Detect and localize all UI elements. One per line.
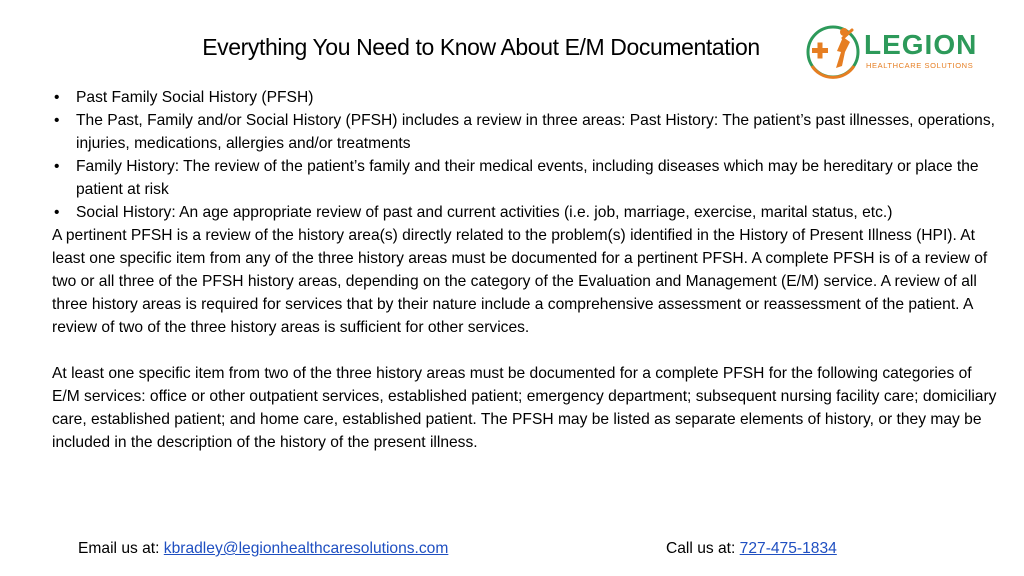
bullet-item: • The Past, Family and/or Social History (PFSH) includes a review in three areas: Past History: The patient’s past illnesses, operations, injuries, medications, allergies and/or treatments <box>52 109 1002 155</box>
phone-label: Call us at: <box>666 540 740 557</box>
legion-logo-icon <box>806 22 862 82</box>
logo-tagline: HEALTHCARE SOLUTIONS <box>866 61 974 70</box>
body-paragraph: At least one specific item from two of the three history areas must be documented for a complete PFSH for the following categories of E/M services: office or other outpatient services, established patient; emergency department; subsequent nursing facility care; domiciliary care, established patient; and home care, established patient. The PFSH may be listed as separate elements of history, or they may be included in the description of the history of the present illness. <box>52 365 997 451</box>
logo-wordmark: LEGION <box>864 29 978 60</box>
body-paragraph: A pertinent PFSH is a review of the history area(s) directly related to the problem(s) identified in the History of Present Illness (HPI). At least one specific item from any of the three history areas must be documented for a pertinent PFSH. A complete PFSH is of a review of two or all three of the PFSH history areas, depending on the category of the Evaluation and Management (E/M) service. A review of all three history areas is required for services that by their nature include a comprehensive assessment or reassessment of the patient. A review of two of the three history areas is sufficient for other services. <box>52 227 988 336</box>
bullet-item: • Social History: An age appropriate review of past and current activities (i.e. job, marriage, exercise, marital status, etc.) <box>52 201 1002 224</box>
bullet-item: • Family History: The review of the patient’s family and their medical events, including diseases which may be hereditary or place the patient at risk <box>52 155 1002 201</box>
slide-title: Everything You Need to Know About E/M Documentation <box>202 34 760 60</box>
email-contact <box>78 538 448 560</box>
bullet-item: • Past Family Social History (PFSH) <box>52 86 1002 109</box>
bullet-list <box>52 86 1002 224</box>
email-link[interactable]: kbradley@legionhealthcaresolutions.com <box>163 540 449 557</box>
email-label: Email us at: <box>78 540 164 557</box>
phone-link[interactable]: 727-475-1834 <box>739 540 837 557</box>
legion-logo <box>806 22 982 82</box>
slide-body <box>52 86 1002 454</box>
phone-contact <box>666 538 837 560</box>
